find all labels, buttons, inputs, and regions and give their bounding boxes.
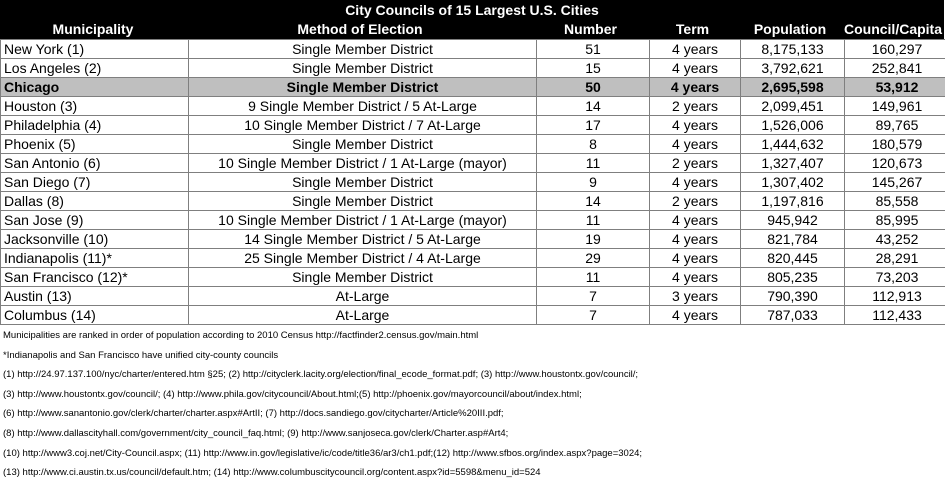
cell-number: 7 xyxy=(537,287,650,306)
cell-municipality: Columbus (14) xyxy=(1,306,189,325)
table-title: City Councils of 15 Largest U.S. Cities xyxy=(345,2,599,18)
footnote-line: (8) http://www.dallascityhall.com/government/city_council_faq.html; (9) http://www.sanjoseca.gov/clerk/Charter.asp#Art4; xyxy=(3,427,509,439)
cell-method: 10 Single Member District / 1 At-Large (mayor) xyxy=(189,211,537,230)
table-row xyxy=(1,59,945,78)
cell-council-per-capita: 28,291 xyxy=(845,249,945,268)
cell-method: Single Member District xyxy=(189,192,537,211)
cell-method: 14 Single Member District / 5 At-Large xyxy=(189,230,537,249)
cell-population: 3,792,621 xyxy=(741,59,845,78)
cell-term: 2 years xyxy=(650,192,741,211)
table-row xyxy=(1,154,945,173)
footnote-line: (13) http://www.ci.austin.tx.us/council/default.htm; (14) http://www.columbuscitycouncil.org/content.aspx?id=5598&menu_id=524 xyxy=(3,467,541,479)
table-row xyxy=(1,97,945,116)
footnotes xyxy=(0,325,945,483)
footnote-line: (1) http://24.97.137.100/nyc/charter/entered.htm §25; (2) http://cityclerk.lacity.org/election/final_ecode_format.pdf; (3) http://www.houstontx.gov/council/; xyxy=(3,369,639,381)
table-row xyxy=(1,230,945,249)
table-row xyxy=(1,249,945,268)
cell-term: 4 years xyxy=(650,78,741,97)
cell-number: 7 xyxy=(537,306,650,325)
table-row xyxy=(1,287,945,306)
cell-population: 1,444,632 xyxy=(741,135,845,154)
column-header-municipality: Municipality xyxy=(52,21,134,37)
cell-council-per-capita: 180,579 xyxy=(845,135,945,154)
cell-population: 787,033 xyxy=(741,306,845,325)
cell-number: 8 xyxy=(537,135,650,154)
cell-number: 51 xyxy=(537,40,650,59)
cell-number: 29 xyxy=(537,249,650,268)
table-row xyxy=(1,40,945,59)
cell-population: 1,327,407 xyxy=(741,154,845,173)
cell-method: Single Member District xyxy=(189,268,537,287)
cell-council-per-capita: 160,297 xyxy=(845,40,945,59)
cell-method: 10 Single Member District / 7 At-Large xyxy=(189,116,537,135)
footnote-line: (3) http://www.houstontx.gov/council/; (4) http://www.phila.gov/citycouncil/About.html;(5) http://phoenix.gov/mayorcouncil/about/index.html; xyxy=(3,388,582,400)
cell-council-per-capita: 149,961 xyxy=(845,97,945,116)
cell-number: 11 xyxy=(537,268,650,287)
cell-population: 820,445 xyxy=(741,249,845,268)
column-header-method: Method of Election xyxy=(297,21,423,37)
cell-municipality: San Jose (9) xyxy=(1,211,189,230)
cell-population: 945,942 xyxy=(741,211,845,230)
cell-council-per-capita: 43,252 xyxy=(845,230,945,249)
table-row xyxy=(1,116,945,135)
cell-term: 4 years xyxy=(650,230,741,249)
cell-council-per-capita: 252,841 xyxy=(845,59,945,78)
cell-municipality: New York (1) xyxy=(1,40,189,59)
cell-council-per-capita: 73,203 xyxy=(845,268,945,287)
cell-method: Single Member District xyxy=(189,40,537,59)
cell-population: 1,197,816 xyxy=(741,192,845,211)
cell-term: 4 years xyxy=(650,249,741,268)
cell-municipality: Los Angeles (2) xyxy=(1,59,189,78)
table-row xyxy=(1,268,945,287)
cell-municipality: Chicago xyxy=(1,78,189,97)
cell-term: 2 years xyxy=(650,97,741,116)
cell-municipality: San Diego (7) xyxy=(1,173,189,192)
cell-number: 50 xyxy=(537,78,650,97)
table-row xyxy=(1,306,945,325)
cell-number: 11 xyxy=(537,211,650,230)
cell-municipality: San Francisco (12)* xyxy=(1,268,189,287)
cell-council-per-capita: 112,913 xyxy=(845,287,945,306)
cell-council-per-capita: 85,558 xyxy=(845,192,945,211)
data-table xyxy=(0,39,945,325)
cell-number: 11 xyxy=(537,154,650,173)
cell-method: 10 Single Member District / 1 At-Large (mayor) xyxy=(189,154,537,173)
cell-term: 3 years xyxy=(650,287,741,306)
cell-council-per-capita: 145,267 xyxy=(845,173,945,192)
table-header xyxy=(0,0,944,39)
cell-number: 17 xyxy=(537,116,650,135)
cell-council-per-capita: 53,912 xyxy=(845,78,945,97)
cell-population: 1,526,006 xyxy=(741,116,845,135)
cell-municipality: Houston (3) xyxy=(1,97,189,116)
cell-number: 15 xyxy=(537,59,650,78)
cell-number: 14 xyxy=(537,192,650,211)
cell-term: 4 years xyxy=(650,306,741,325)
footnote-line: Municipalities are ranked in order of population according to 2010 Census http://factfinder2.census.gov/main.html xyxy=(3,330,479,341)
table-row xyxy=(1,192,945,211)
cell-term: 4 years xyxy=(650,116,741,135)
table-row xyxy=(1,135,945,154)
cell-method: Single Member District xyxy=(189,135,537,154)
cell-population: 8,175,133 xyxy=(741,40,845,59)
column-header-row xyxy=(0,20,944,39)
cell-number: 19 xyxy=(537,230,650,249)
cell-population: 2,695,598 xyxy=(741,78,845,97)
cell-population: 2,099,451 xyxy=(741,97,845,116)
table-row xyxy=(1,211,945,230)
cell-municipality: Phoenix (5) xyxy=(1,135,189,154)
cell-term: 2 years xyxy=(650,154,741,173)
cell-municipality: Jacksonville (10) xyxy=(1,230,189,249)
column-header-council-per-capita: Council/Capita xyxy=(843,21,942,37)
cell-population: 805,235 xyxy=(741,268,845,287)
cell-method: Single Member District xyxy=(189,78,537,97)
footnote-line: (6) http://www.sanantonio.gov/clerk/charter/charter.aspx#ArtII; (7) http://docs.sandiego.gov/citycharter/Article%20III.pdf; xyxy=(3,408,504,420)
footnote-line: *Indianapolis and San Francisco have unified city-county councils xyxy=(3,349,279,361)
cell-council-per-capita: 85,995 xyxy=(845,211,945,230)
cell-number: 14 xyxy=(537,97,650,116)
table-row xyxy=(1,78,945,97)
footnote-line: (10) http://www3.coj.net/City-Council.aspx; (11) http://www.in.gov/legislative/ic/code/title36/ar3/ch1.pdf;(12) http://www.sfbos.org/index.aspx?page=3024; xyxy=(3,447,643,459)
cell-number: 9 xyxy=(537,173,650,192)
cell-municipality: San Antonio (6) xyxy=(1,154,189,173)
column-header-number: Number xyxy=(564,21,617,37)
cell-population: 790,390 xyxy=(741,287,845,306)
column-header-population: Population xyxy=(753,21,827,37)
cell-municipality: Dallas (8) xyxy=(1,192,189,211)
cell-council-per-capita: 112,433 xyxy=(845,306,945,325)
cell-municipality: Philadelphia (4) xyxy=(1,116,189,135)
cell-population: 1,307,402 xyxy=(741,173,845,192)
cell-population: 821,784 xyxy=(741,230,845,249)
cell-term: 4 years xyxy=(650,59,741,78)
cell-method: 9 Single Member District / 5 At-Large xyxy=(189,97,537,116)
cell-method: At-Large xyxy=(189,287,537,306)
cell-method: Single Member District xyxy=(189,173,537,192)
cell-council-per-capita: 89,765 xyxy=(845,116,945,135)
cell-municipality: Austin (13) xyxy=(1,287,189,306)
cell-term: 4 years xyxy=(650,173,741,192)
cell-term: 4 years xyxy=(650,135,741,154)
cell-method: Single Member District xyxy=(189,59,537,78)
column-header-term: Term xyxy=(675,21,710,37)
cell-method: 25 Single Member District / 4 At-Large xyxy=(189,249,537,268)
cell-method: At-Large xyxy=(189,306,537,325)
table-row xyxy=(1,173,945,192)
cell-term: 4 years xyxy=(650,211,741,230)
cell-term: 4 years xyxy=(650,40,741,59)
cell-municipality: Indianapolis (11)* xyxy=(1,249,189,268)
cell-term: 4 years xyxy=(650,268,741,287)
cell-council-per-capita: 120,673 xyxy=(845,154,945,173)
